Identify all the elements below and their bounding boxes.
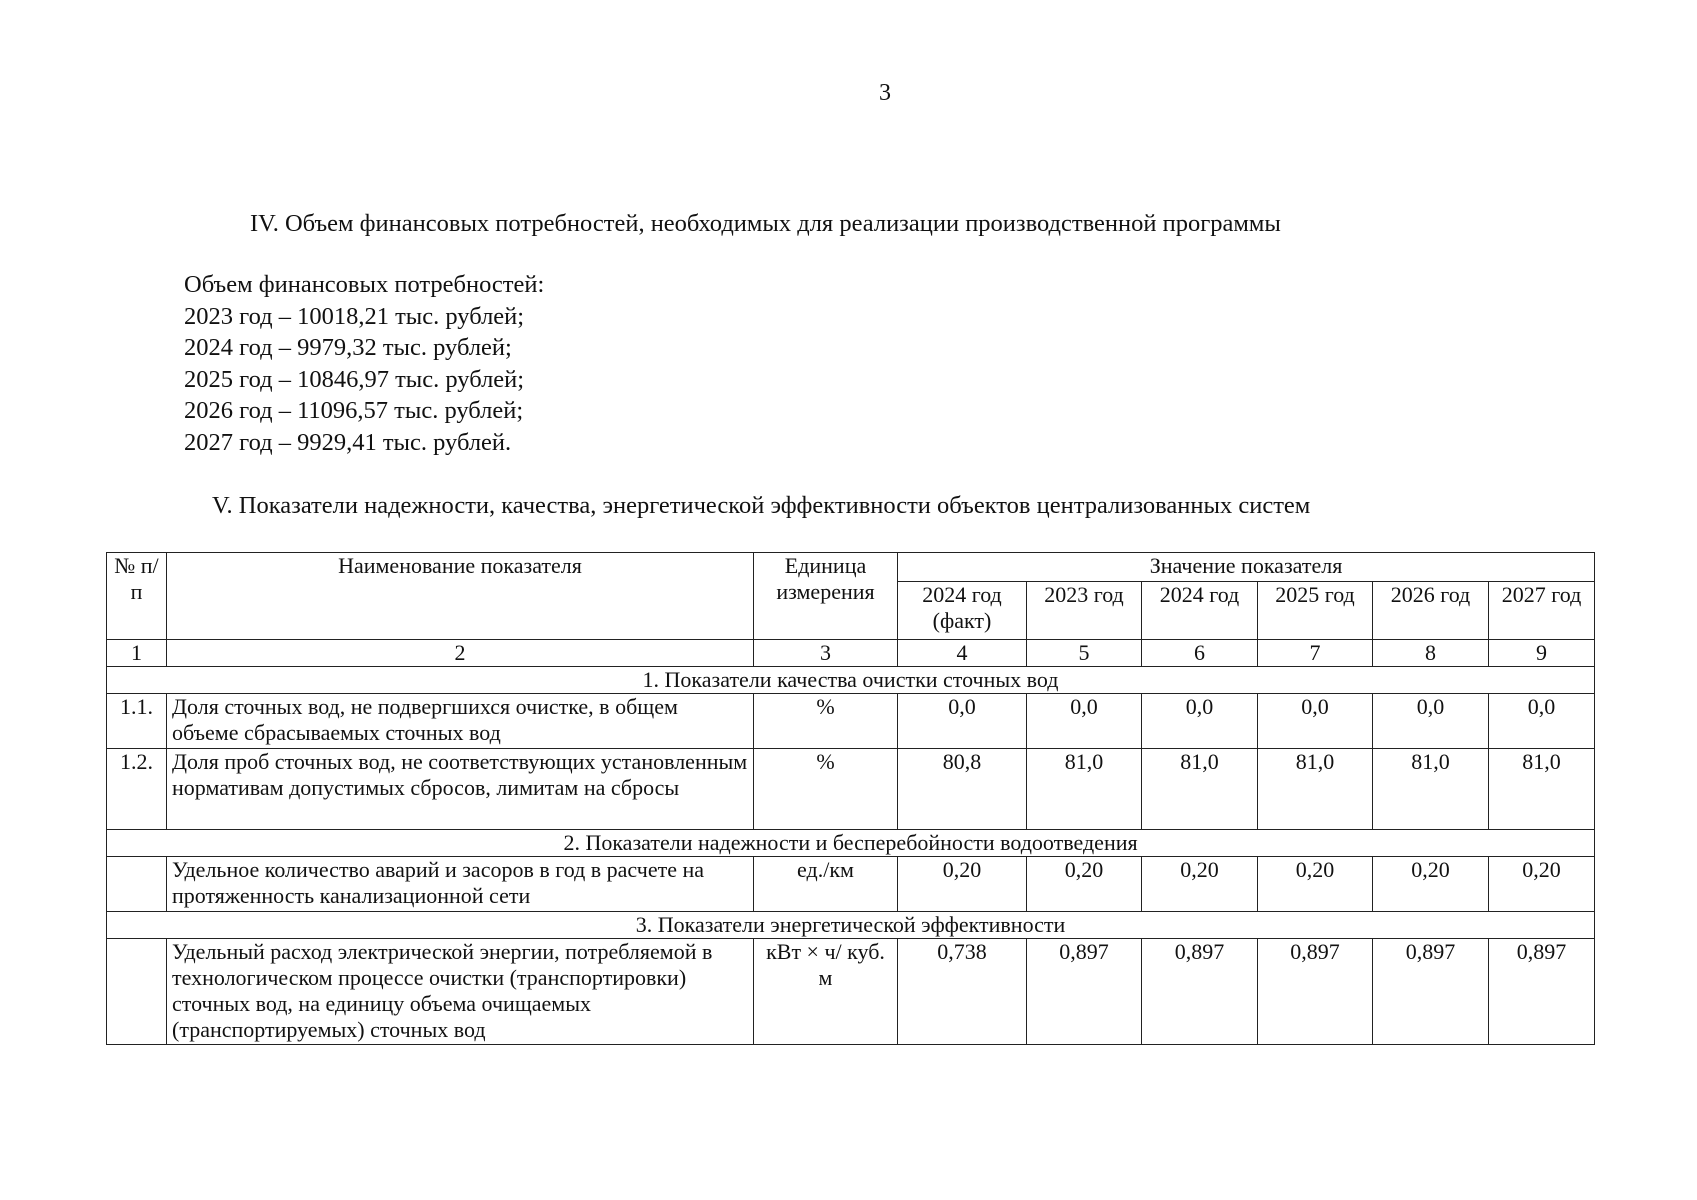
financial-needs-2023: 2023 год – 10018,21 тыс. рублей; (184, 302, 525, 330)
column-number: 4 (898, 640, 1027, 667)
row-value: 0,897 (1258, 939, 1373, 1045)
row-value: 0,897 (1373, 939, 1489, 1045)
header-year-2023: 2023 год (1027, 582, 1142, 640)
row-value: 81,0 (1258, 749, 1373, 830)
table-row (107, 694, 1595, 749)
row-value: 0,20 (1258, 857, 1373, 912)
row-value: 81,0 (1489, 749, 1595, 830)
column-numbers-row (107, 640, 1595, 667)
financial-needs-heading: Объем финансовых потребностей: (184, 271, 545, 298)
row-name: Удельный расход электрической энергии, потребляемой в технологическом процессе очистки (транспортировки) сточных вод, на единицу объема очищаемых (транспортируемых) сточных вод (167, 939, 754, 1045)
row-value: 0,0 (1027, 694, 1142, 749)
column-number: 8 (1373, 640, 1489, 667)
section-4-title: IV. Объем финансовых потребностей, необходимых для реализации производственной программы (250, 210, 1281, 237)
header-value-group: Значение показателя (898, 553, 1595, 582)
header-year-2026: 2026 год (1373, 582, 1489, 640)
section-title-cell: 3. Показатели энергетической эффективности (107, 912, 1595, 939)
section-title-cell: 1. Показатели качества очистки сточных вод (107, 667, 1595, 694)
header-year-2025: 2025 год (1258, 582, 1373, 640)
table-row (107, 749, 1595, 830)
header-year-2024-fact: 2024 год (факт) (898, 582, 1027, 640)
financial-needs-2027: 2027 год – 9929,41 тыс. рублей. (184, 428, 512, 456)
row-name: Доля проб сточных вод, не соответствующих установленным нормативам допустимых сбросов, лимитам на сбросы (167, 749, 754, 830)
row-unit: ед./км (754, 857, 898, 912)
row-value: 81,0 (1373, 749, 1489, 830)
financial-needs-2026: 2026 год – 11096,57 тыс. рублей; (184, 397, 524, 424)
row-name: Доля сточных вод, не подвергшихся очистке, в общем объеме сбрасываемых сточных вод (167, 694, 754, 749)
table-row (107, 857, 1595, 912)
row-value: 0,20 (1027, 857, 1142, 912)
row-value: 0,20 (898, 857, 1027, 912)
row-value: 0,0 (1489, 694, 1595, 749)
financial-needs-2024: 2024 год – 9979,32 тыс. рублей; (184, 334, 512, 361)
row-unit: кВт × ч/ куб. м (754, 939, 898, 1045)
row-name: Удельное количество аварий и засоров в год в расчете на протяженность канализационной сети (167, 857, 754, 912)
row-num (107, 939, 167, 1045)
row-value: 0,897 (1027, 939, 1142, 1045)
section-row (107, 912, 1595, 939)
row-value: 0,0 (898, 694, 1027, 749)
table-header-row (107, 553, 1595, 582)
row-value: 0,0 (1142, 694, 1258, 749)
header-unit: Единица измерения (754, 553, 898, 640)
column-number: 1 (107, 640, 167, 667)
row-value: 0,20 (1142, 857, 1258, 912)
section-row (107, 830, 1595, 857)
table-row (107, 939, 1595, 1045)
row-value: 0,738 (898, 939, 1027, 1045)
column-number: 3 (754, 640, 898, 667)
page-number: 3 (879, 80, 891, 106)
section-5-title: V. Показатели надежности, качества, энергетической эффективности объектов централизованных систем (212, 492, 1311, 519)
row-unit: % (754, 694, 898, 749)
section-row (107, 667, 1595, 694)
row-unit: % (754, 749, 898, 830)
row-value: 81,0 (1142, 749, 1258, 830)
header-year-2027: 2027 год (1489, 582, 1595, 640)
financial-needs-block (184, 269, 544, 458)
column-number: 6 (1142, 640, 1258, 667)
indicators-table (106, 552, 1595, 1045)
row-value: 0,20 (1489, 857, 1595, 912)
row-value: 0,20 (1373, 857, 1489, 912)
column-number: 2 (167, 640, 754, 667)
row-value: 0,0 (1258, 694, 1373, 749)
financial-needs-2025: 2025 год – 10846,97 тыс. рублей; (184, 365, 525, 393)
row-value: 81,0 (1027, 749, 1142, 830)
row-num: 1.1. (107, 694, 167, 749)
row-value: 0,897 (1489, 939, 1595, 1045)
column-number: 7 (1258, 640, 1373, 667)
column-number: 9 (1489, 640, 1595, 667)
row-num (107, 857, 167, 912)
header-year-2024: 2024 год (1142, 582, 1258, 640)
row-num: 1.2. (107, 749, 167, 830)
row-value: 80,8 (898, 749, 1027, 830)
column-number: 5 (1027, 640, 1142, 667)
header-name: Наименование показателя (167, 553, 754, 640)
section-title-cell: 2. Показатели надежности и бесперебойности водоотведения (107, 830, 1595, 857)
header-num: № п/п (107, 553, 167, 640)
row-value: 0,897 (1142, 939, 1258, 1045)
row-value: 0,0 (1373, 694, 1489, 749)
